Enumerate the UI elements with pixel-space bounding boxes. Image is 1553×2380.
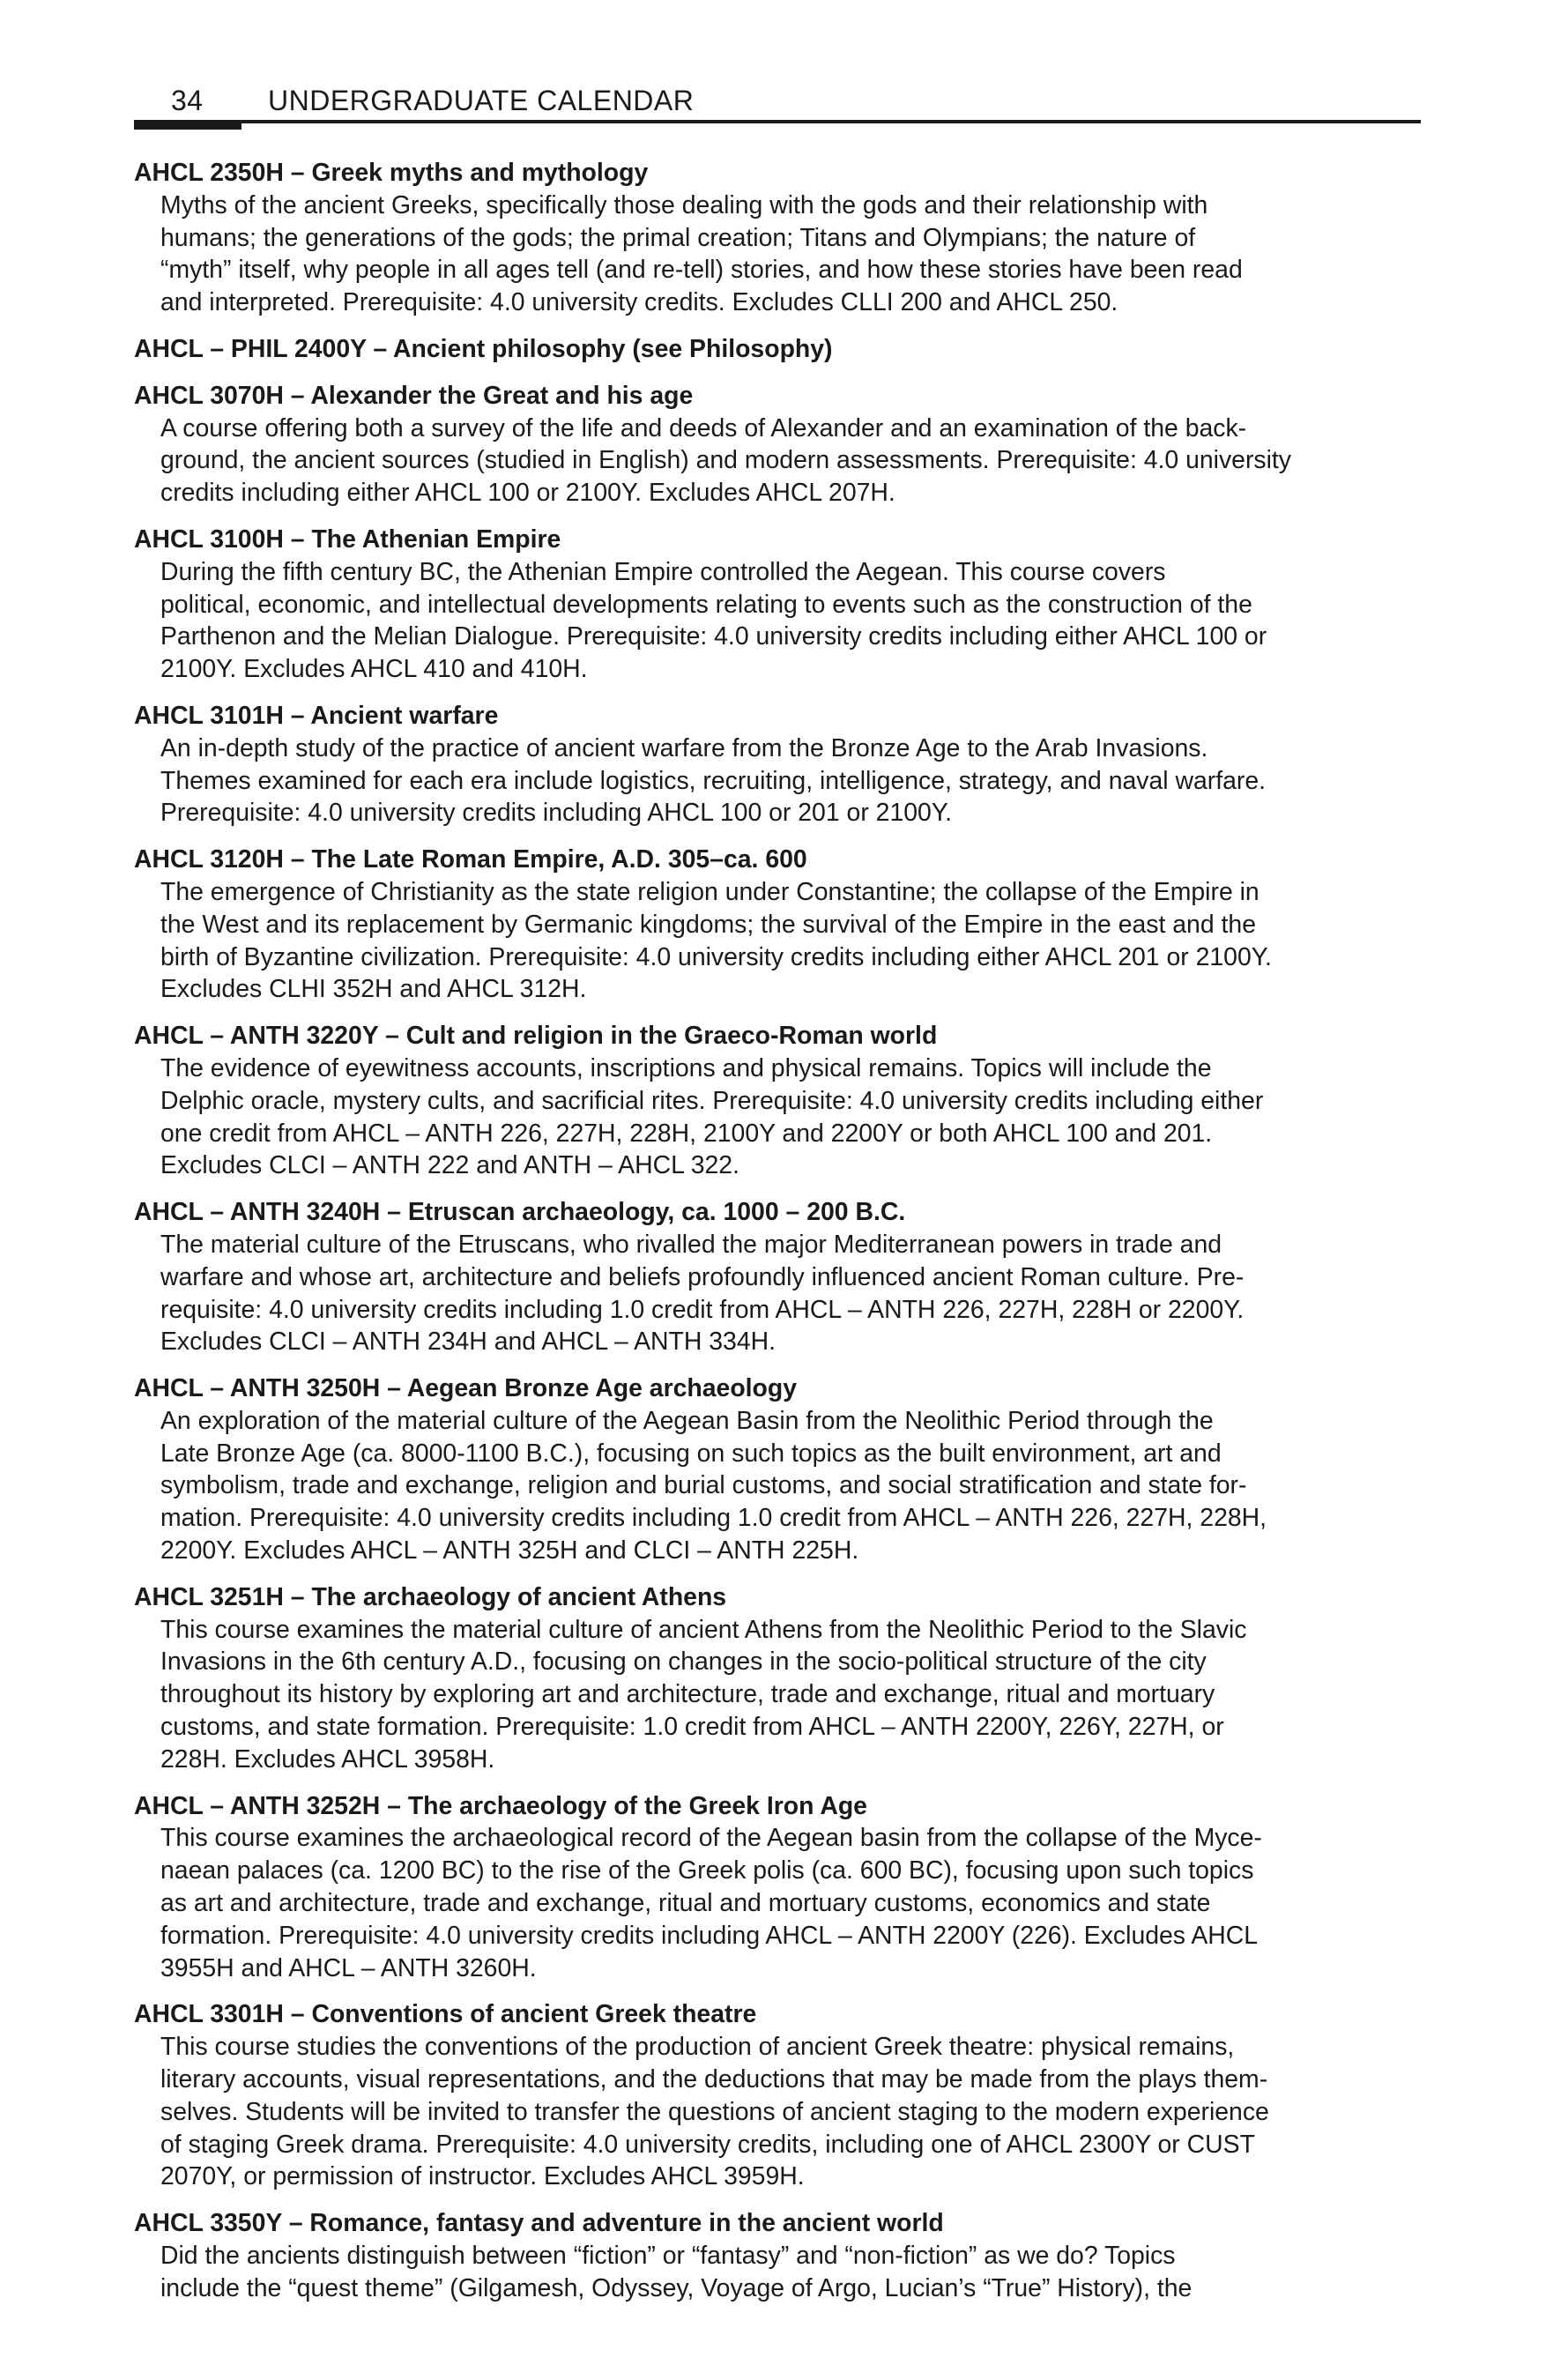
- page-number: 34: [171, 85, 204, 116]
- course-entry: [134, 1196, 1421, 1358]
- course-entry: [134, 333, 1421, 366]
- course-title: AHCL 3120H – The Late Roman Empire, A.D. 305–ca. 600: [134, 845, 807, 874]
- course-description: During the fifth century BC, the Athenian Empire controlled the Aegean. This course covers political, economic, and intellectual developments relating to events such as the construction of the Parthenon and the Melian Dialogue. Prerequisite: 4.0 university credits including either AHCL 100 or 2100Y. Excludes AHCL 410 and 410H.: [160, 557, 1267, 684]
- course-entry: [134, 1790, 1421, 1985]
- course-title: AHCL – ANTH 3220Y – Cult and religion in the Graeco-Roman world: [134, 1022, 938, 1051]
- course-title: AHCL – ANTH 3240H – Etruscan archaeology, ca. 1000 – 200 B.C.: [134, 1198, 906, 1227]
- course-entry: [134, 2207, 1421, 2304]
- header-title: UNDERGRADUATE CALENDAR: [268, 85, 695, 116]
- course-description: This course examines the material culture of ancient Athens from the Neolithic Period to the Slavic Invasions in the 6th century A.D., focusing on changes in the socio-political structure of the city throughout its history by exploring art and architecture, trade and exchange, ritual and mortuary customs, and state formation. Prerequisite: 1.0 credit from AHCL – ANTH 2200Y, 226Y, 227H, or 228H. Excludes AHCL 3958H.: [160, 1615, 1247, 1774]
- header-rule: [134, 120, 1421, 123]
- course-entry: [134, 1372, 1421, 1567]
- course-title: AHCL 3350Y – Romance, fantasy and adventure in the ancient world: [134, 2209, 944, 2238]
- course-title: AHCL 3070H – Alexander the Great and his age: [134, 381, 694, 410]
- course-title: AHCL 3251H – The archaeology of ancient Athens: [134, 1582, 727, 1611]
- course-title: AHCL 3100H – The Athenian Empire: [134, 524, 561, 554]
- course-title: AHCL – PHIL 2400Y – Ancient philosophy (see Philosophy): [134, 334, 833, 363]
- running-header: [171, 85, 694, 117]
- course-entry: [134, 524, 1421, 686]
- course-title: AHCL 3301H – Conventions of ancient Greek theatre: [134, 2000, 757, 2029]
- page-header: [134, 81, 1421, 130]
- course-entry: [134, 844, 1421, 1006]
- course-description: An exploration of the material culture of the Aegean Basin from the Neolithic Period through the Late Bronze Age (ca. 8000-1100 B.C.), focusing on such topics as the built environment, art and symbolism, trade and exchange, religion and burial customs, and social stratification and state for- mation. Prerequisite: 4.0 university credits including 1.0 credit from AHCL – ANTH 226, 227H, 228H, 2200Y. Excludes AHCL – ANTH 325H and CLCI – ANTH 225H.: [160, 1406, 1267, 1566]
- course-entry: [134, 1998, 1421, 2193]
- course-entry: [134, 1581, 1421, 1776]
- course-entry: [134, 380, 1421, 509]
- course-description: This course examines the archaeological record of the Aegean basin from the collapse of the Myce- naean palaces (ca. 1200 BC) to the rise of the Greek polis (ca. 600 BC), focusing upon such topics as art and architecture, trade and exchange, ritual and mortuary customs, economics and state formation. Prerequisite: 4.0 university credits including AHCL – ANTH 2200Y (226). Excludes AHCL 3955H and AHCL – ANTH 3260H.: [160, 1824, 1262, 1982]
- course-entry: [134, 1020, 1421, 1182]
- course-description: An in-depth study of the practice of ancient warfare from the Bronze Age to the Arab Invasions. Themes examined for each era include logistics, recruiting, intelligence, strategy, and naval warfare. Prerequisite: 4.0 university credits including AHCL 100 or 201 or 2100Y.: [160, 733, 1267, 828]
- course-title: AHCL 3101H – Ancient warfare: [134, 701, 499, 730]
- course-description: A course offering both a survey of the life and deeds of Alexander and an examination of the back- ground, the ancient sources (studied in English) and modern assessments. Prerequisite: 4.0 university credits including either AHCL 100 or 2100Y. Excludes AHCL 207H.: [160, 413, 1291, 508]
- course-entry: [134, 700, 1421, 829]
- course-description: Myths of the ancient Greeks, specifically those dealing with the gods and their relationship with humans; the generations of the gods; the primal creation; Titans and Olympians; the nature of “myth” itself, why people in all ages tell (and re-tell) stories, and how these stories have been read and interpreted. Prerequisite: 4.0 university credits. Excludes CLLI 200 and AHCL 250.: [160, 190, 1243, 317]
- course-description: The emergence of Christianity as the state religion under Constantine; the collapse of the Empire in the West and its replacement by Germanic kingdoms; the survival of the Empire in the east and the birth of Byzantine civilization. Prerequisite: 4.0 university credits including either AHCL 201 or 2100Y. Excludes CLHI 352H and AHCL 312H.: [160, 877, 1272, 1004]
- course-description: The evidence of eyewitness accounts, inscriptions and physical remains. Topics will include the Delphic oracle, mystery cults, and sacrificial rites. Prerequisite: 4.0 university credits including either one credit from AHCL – ANTH 226, 227H, 228H, 2100Y and 2200Y or both AHCL 100 and 201. Excludes CLCI – ANTH 222 and ANTH – AHCL 322.: [160, 1053, 1264, 1180]
- course-description: The material culture of the Etruscans, who rivalled the major Mediterranean powers in trade and warfare and whose art, architecture and beliefs profoundly influenced ancient Roman culture. Pre- requisite: 4.0 university credits including 1.0 credit from AHCL – ANTH 226, 227H, 228H or 2200Y. Excludes CLCI – ANTH 234H and AHCL – ANTH 334H.: [160, 1230, 1245, 1357]
- course-title: AHCL – ANTH 3252H – The archaeology of the Greek Iron Age: [134, 1791, 867, 1820]
- course-description: This course studies the conventions of the production of ancient Greek theatre: physical remains, literary accounts, visual representations, and the deductions that may be made from the plays them- selves. Students will be invited to transfer the questions of ancient staging to the modern experience of staging Greek drama. Prerequisite: 4.0 university credits, including one of AHCL 2300Y or CUST 2070Y, or permission of instructor. Excludes AHCL 3959H.: [160, 2033, 1269, 2191]
- course-title: AHCL – ANTH 3250H – Aegean Bronze Age archaeology: [134, 1374, 798, 1403]
- course-list: [134, 157, 1421, 2319]
- course-title: AHCL 2350H – Greek myths and mythology: [134, 159, 649, 187]
- course-description: Did the ancients distinguish between “fiction” or “fantasy” and “non-fiction” as we do? Topics include the “quest theme” (Gilgamesh, Odyssey, Voyage of Argo, Lucian’s “True” History), the: [160, 2242, 1193, 2302]
- course-entry: [134, 157, 1421, 319]
- header-tab-bar: [134, 120, 241, 130]
